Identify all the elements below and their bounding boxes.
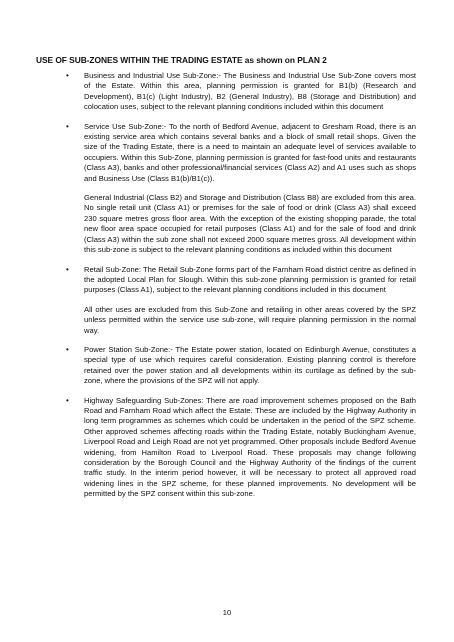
bullet-item: [0, 345, 454, 387]
body-paragraph: All other uses are excluded from this Sub-Zone and retailing in other areas covered by the SPZ unless permitted within the service use sub-zone, will require planning permission in the normal way.: [84, 304, 416, 335]
bullet-item: [0, 265, 454, 336]
bullet-icon: •: [66, 121, 69, 131]
bullet-item: [0, 396, 454, 500]
body-paragraph: Retail Sub-Zone: The Retail Sub-Zone forms part of the Farnham Road district centre as defined in the adopted Local Plan for Slough. Within this sub-zone planning permission is granted for retail purposes (Class A1), subject to the relevant planning conditions included in this document: [84, 264, 416, 295]
body-paragraph: General Industrial (Class B2) and Storage and Distribution (Class B8) are excluded from this area. No single retail unit (Class A1) or premises for the sale of food or drink (Class A3) shall exceed 230 square metres gross floor area. With the exception of the existing shopping parade, the total new floor area space occupied for retail purposes (Class A1) and for the sale of food and drink (Class A3) within the sub zone shall not exceed 2000 square metres gross. All development within this sub-zone is subject to the relevant planning conditions as included within this document: [84, 193, 416, 255]
bullet-icon: •: [66, 344, 69, 354]
bullet-icon: •: [66, 71, 69, 80]
bullet-item: [0, 71, 454, 113]
document-body: [0, 71, 454, 509]
bullet-icon: •: [66, 264, 69, 274]
section-title: USE OF SUB-ZONES WITHIN THE TRADING ESTATE as shown on PLAN 2: [36, 55, 327, 65]
bullet-icon: •: [66, 395, 69, 405]
body-paragraph: Business and Industrial Use Sub-Zone:- The Business and Industrial Use Sub-Zone covers most of the Estate. Within this area, planning permission is granted for B1(b) (Research and Development), B1(c) (Light Industry), B2 (General Industry), B8 (Storage and Distribution) and colocation uses, subject to the relevant planning conditions included within this document: [84, 71, 416, 112]
body-paragraph: Highway Safeguarding Sub-Zones: There are road improvement schemes proposed on the Bath Road and Farnham Road which affect the Estate. These are included by the Highway Authority in long term programmes as schemes which could be undertaken in the period of the SPZ scheme. Other approved schemes affecting roads within the Trading Estate, notably Buckingham Avenue, Liverpool Road and Leigh Road are not yet programmed. Other proposals include Bedford Avenue widening, from Hamilton Road to Liverpool Road. These proposals may change following consideration by the Borough Council and the Highway Authority of the findings of the current traffic study. In the interim period however, it will be necessary to protect all approved road widening lines in the SPZ scheme, for these planned improvements. No development will be permitted by the SPZ consent within this sub-zone.: [84, 395, 416, 499]
body-paragraph: Power Station Sub-Zone:- The Estate power station, located on Edinburgh Avenue, constitutes a special type of use which requires careful consideration. Existing planning control is therefore retained over the power station and all developments within its curtilage as defined by the sub-zone, where the provisions of the SPZ will not apply.: [84, 344, 416, 386]
body-paragraph: Service Use Sub-Zone:- To the north of Bedford Avenue, adjacent to Gresham Road, there is an existing service area which contains several banks and a block of small retail shops. Given the size of the Trading Estate, there is a need to maintain an adequate level of services available to occupiers. Within this Sub-Zone, planning permission is granted for fast-food units and restaurants (Class A3), banks and other professional/financial services (Class A2) and A1 uses such as shops and Business Use (Class B1(b)/B1(c)).: [84, 121, 416, 183]
page-number: 10: [222, 608, 232, 617]
bullet-item: [0, 122, 454, 256]
